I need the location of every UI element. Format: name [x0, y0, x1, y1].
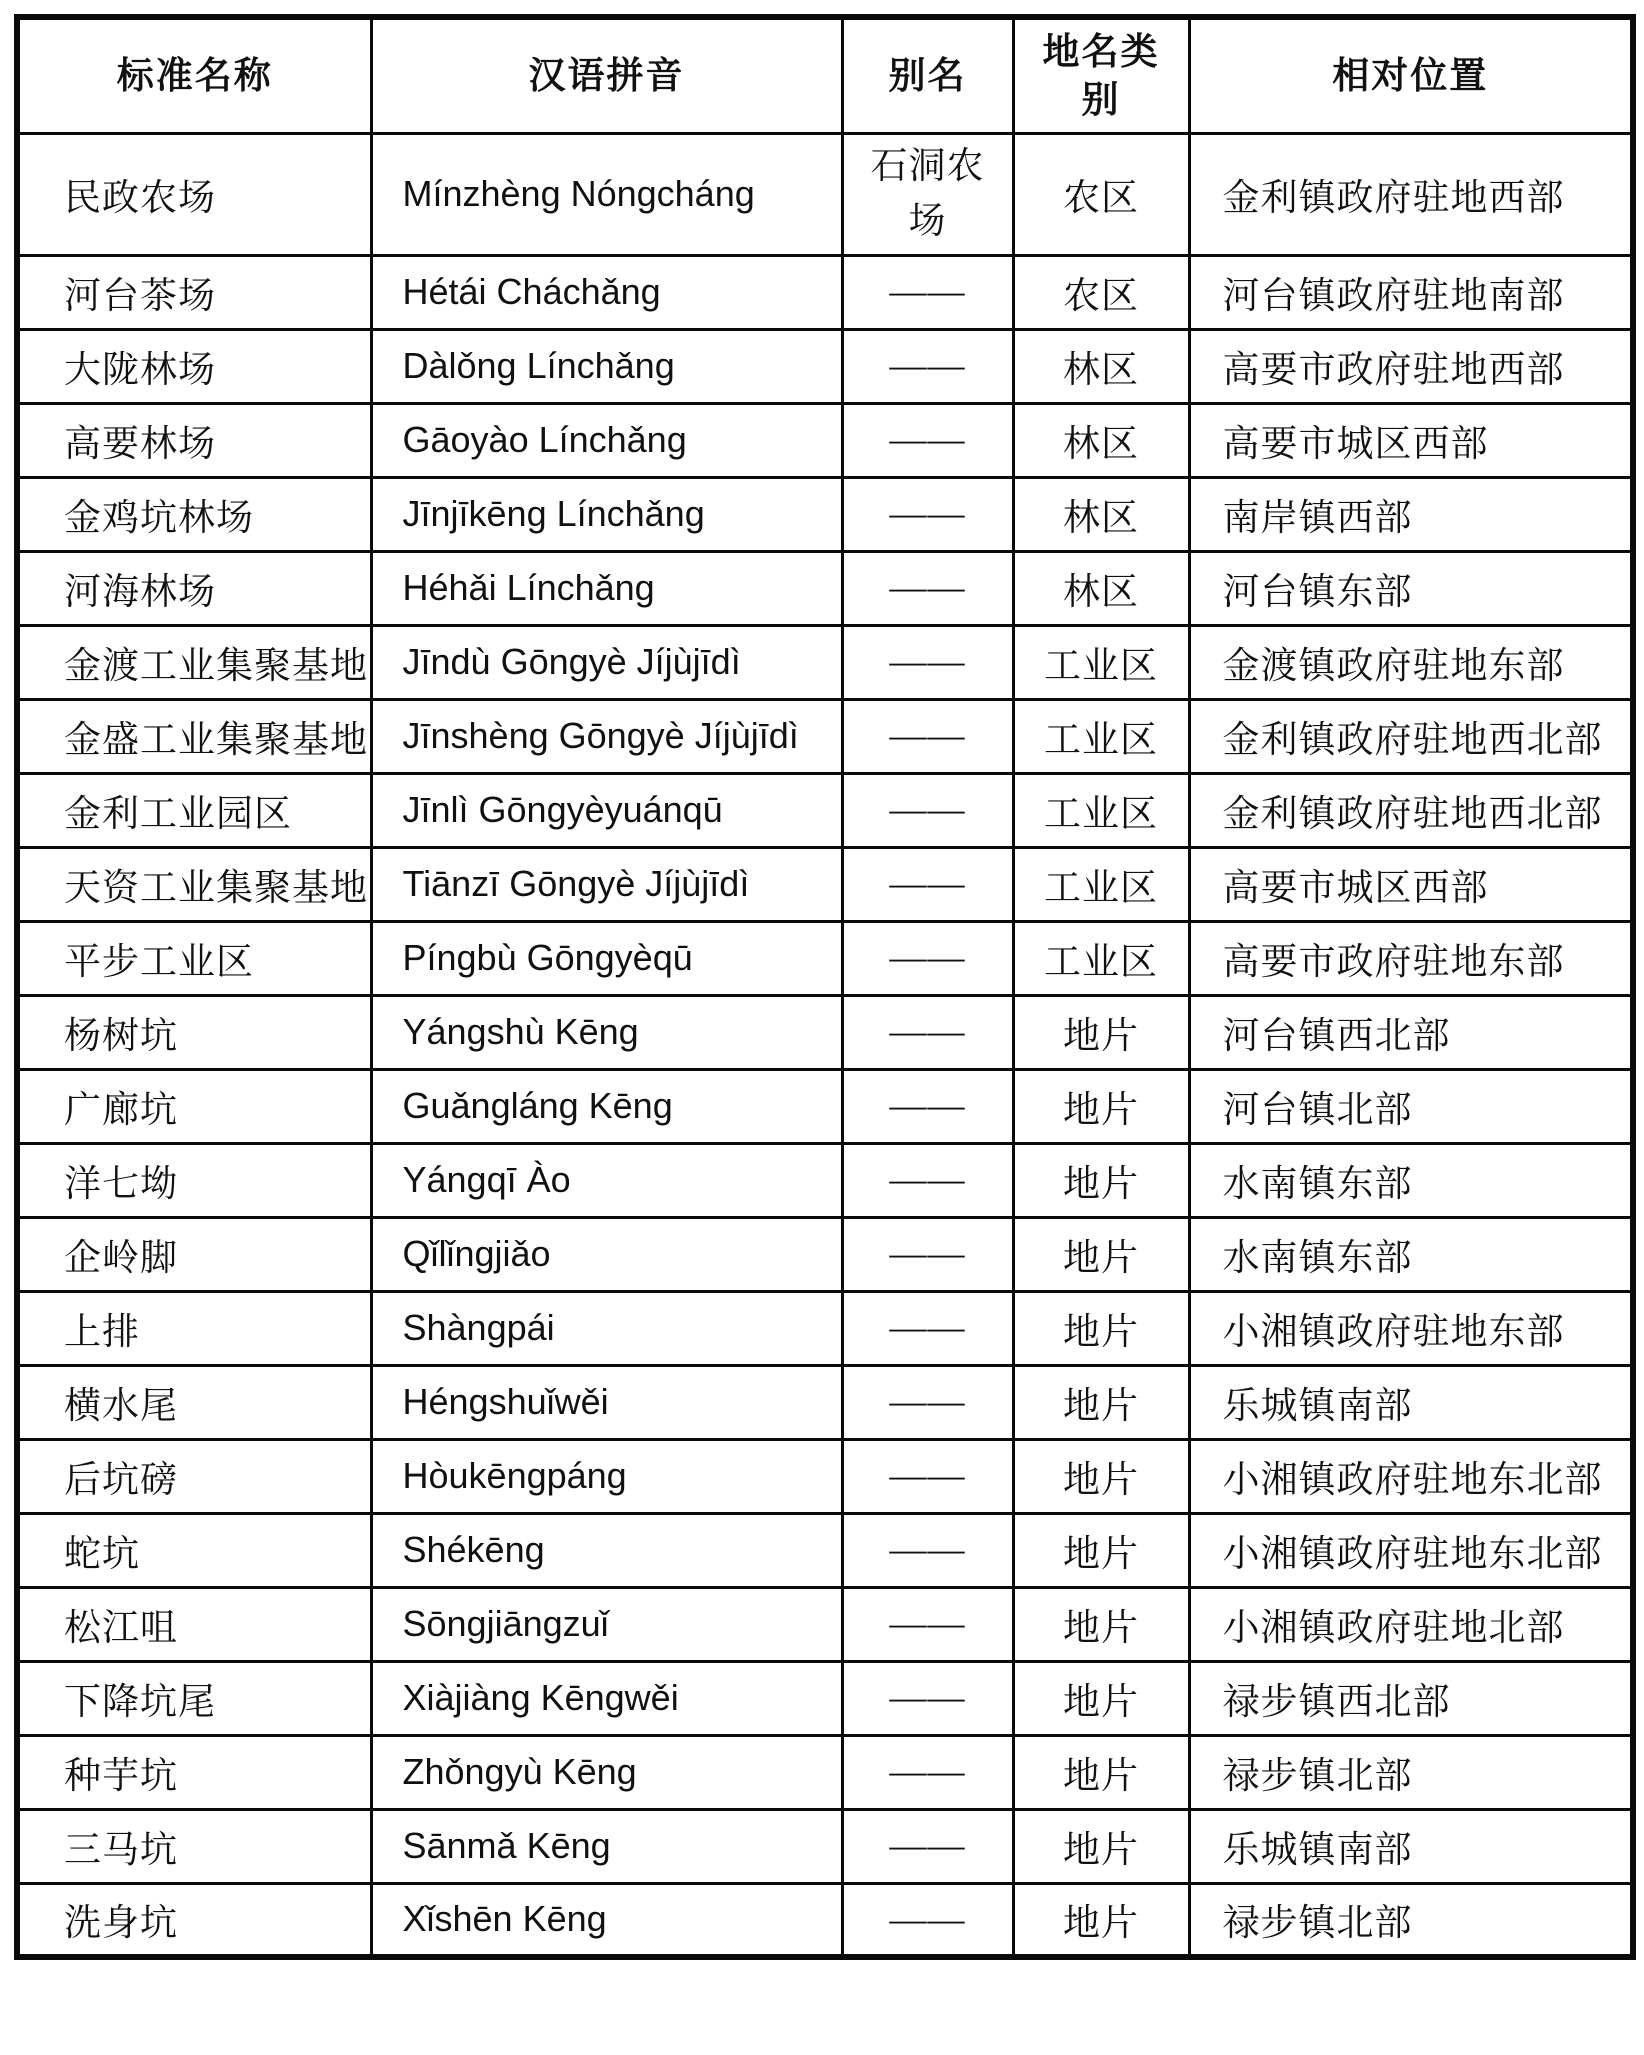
cell-category: 工业区: [1013, 699, 1189, 773]
table-row: [17, 1735, 1633, 1809]
cell-pinyin: Xǐshēn Kēng: [371, 1883, 842, 1957]
cell-position: 禄步镇西北部: [1189, 1661, 1633, 1735]
cell-category: 地片: [1013, 1661, 1189, 1735]
header-pinyin: 汉语拼音: [371, 17, 842, 133]
cell-position: 金利镇政府驻地西部: [1189, 133, 1633, 255]
cell-pinyin: Zhǒngyù Kēng: [371, 1735, 842, 1809]
cell-position: 金渡镇政府驻地东部: [1189, 625, 1633, 699]
cell-standard-name: 下降坑尾: [17, 1661, 371, 1735]
cell-pinyin: Gāoyào Línchǎng: [371, 403, 842, 477]
cell-standard-name: 广廊坑: [17, 1069, 371, 1143]
cell-position: 高要市城区西部: [1189, 847, 1633, 921]
table-row: [17, 1365, 1633, 1439]
cell-category: 地片: [1013, 1217, 1189, 1291]
cell-category: 地片: [1013, 995, 1189, 1069]
cell-pinyin: Guǎngláng Kēng: [371, 1069, 842, 1143]
cell-position: 金利镇政府驻地西北部: [1189, 773, 1633, 847]
cell-category: 农区: [1013, 255, 1189, 329]
cell-standard-name: 金渡工业集聚基地: [17, 625, 371, 699]
cell-pinyin: Sānmǎ Kēng: [371, 1809, 842, 1883]
cell-standard-name: 松江咀: [17, 1587, 371, 1661]
cell-position: 高要市政府驻地东部: [1189, 921, 1633, 995]
cell-standard-name: 洋七坳: [17, 1143, 371, 1217]
cell-alias: ——: [842, 1439, 1013, 1513]
cell-standard-name: 金盛工业集聚基地: [17, 699, 371, 773]
cell-pinyin: Shékēng: [371, 1513, 842, 1587]
cell-category: 地片: [1013, 1439, 1189, 1513]
cell-standard-name: 种芋坑: [17, 1735, 371, 1809]
cell-position: 乐城镇南部: [1189, 1809, 1633, 1883]
cell-category: 工业区: [1013, 921, 1189, 995]
cell-pinyin: Xiàjiàng Kēngwěi: [371, 1661, 842, 1735]
table-row: [17, 847, 1633, 921]
cell-category: 地片: [1013, 1069, 1189, 1143]
cell-position: 金利镇政府驻地西北部: [1189, 699, 1633, 773]
header-alias: 别名: [842, 17, 1013, 133]
cell-position: 乐城镇南部: [1189, 1365, 1633, 1439]
cell-pinyin: Mínzhèng Nóngcháng: [371, 133, 842, 255]
cell-position: 高要市城区西部: [1189, 403, 1633, 477]
table-row: [17, 1809, 1633, 1883]
cell-alias: ——: [842, 921, 1013, 995]
cell-pinyin: Héngshuǐwěi: [371, 1365, 842, 1439]
cell-standard-name: 天资工业集聚基地: [17, 847, 371, 921]
cell-alias: ——: [842, 329, 1013, 403]
table-row: [17, 1069, 1633, 1143]
cell-alias: ——: [842, 625, 1013, 699]
cell-standard-name: 大陇林场: [17, 329, 371, 403]
table-row: [17, 329, 1633, 403]
cell-position: 水南镇东部: [1189, 1217, 1633, 1291]
cell-position: 南岸镇西部: [1189, 477, 1633, 551]
table-row: [17, 699, 1633, 773]
cell-alias: ——: [842, 1883, 1013, 1957]
cell-category: 地片: [1013, 1513, 1189, 1587]
cell-category: 地片: [1013, 1143, 1189, 1217]
cell-pinyin: Hòukēngpáng: [371, 1439, 842, 1513]
cell-alias: ——: [842, 1365, 1013, 1439]
table-row: [17, 1883, 1633, 1957]
table-body: [17, 133, 1633, 1957]
table-row: [17, 995, 1633, 1069]
table-row: [17, 477, 1633, 551]
cell-category: 地片: [1013, 1735, 1189, 1809]
cell-category: 工业区: [1013, 773, 1189, 847]
cell-position: 河台镇西北部: [1189, 995, 1633, 1069]
cell-standard-name: 横水尾: [17, 1365, 371, 1439]
cell-position: 河台镇北部: [1189, 1069, 1633, 1143]
table-row: [17, 1291, 1633, 1365]
table-row: [17, 1587, 1633, 1661]
cell-alias: ——: [842, 1291, 1013, 1365]
cell-position: 禄步镇北部: [1189, 1883, 1633, 1957]
table-row: [17, 625, 1633, 699]
cell-alias: ——: [842, 995, 1013, 1069]
cell-category: 工业区: [1013, 847, 1189, 921]
cell-category: 林区: [1013, 403, 1189, 477]
cell-standard-name: 河台茶场: [17, 255, 371, 329]
table-row: [17, 551, 1633, 625]
cell-standard-name: 后坑磅: [17, 1439, 371, 1513]
cell-position: 河台镇东部: [1189, 551, 1633, 625]
cell-position: 水南镇东部: [1189, 1143, 1633, 1217]
cell-pinyin: Jīndù Gōngyè Jíjùjīdì: [371, 625, 842, 699]
cell-pinyin: Yángqī Ào: [371, 1143, 842, 1217]
cell-alias: ——: [842, 1661, 1013, 1735]
header-standard-name: 标准名称: [17, 17, 371, 133]
cell-standard-name: 河海林场: [17, 551, 371, 625]
place-names-table: [14, 14, 1636, 1960]
table-row: [17, 1143, 1633, 1217]
table-row: [17, 255, 1633, 329]
table-row: [17, 403, 1633, 477]
cell-alias: ——: [842, 403, 1013, 477]
table-row: [17, 773, 1633, 847]
cell-alias: ——: [842, 847, 1013, 921]
cell-pinyin: Hétái Cháchǎng: [371, 255, 842, 329]
cell-position: 小湘镇政府驻地东部: [1189, 1291, 1633, 1365]
cell-pinyin: Qǐlǐngjiǎo: [371, 1217, 842, 1291]
table-row: [17, 1661, 1633, 1735]
cell-category: 林区: [1013, 551, 1189, 625]
cell-category: 林区: [1013, 477, 1189, 551]
cell-standard-name: 企岭脚: [17, 1217, 371, 1291]
table-row: [17, 1217, 1633, 1291]
cell-category: 地片: [1013, 1365, 1189, 1439]
cell-alias: ——: [842, 1513, 1013, 1587]
cell-standard-name: 三马坑: [17, 1809, 371, 1883]
cell-position: 小湘镇政府驻地东北部: [1189, 1513, 1633, 1587]
cell-standard-name: 金利工业园区: [17, 773, 371, 847]
cell-position: 禄步镇北部: [1189, 1735, 1633, 1809]
cell-category: 地片: [1013, 1291, 1189, 1365]
cell-pinyin: Héhǎi Línchǎng: [371, 551, 842, 625]
cell-standard-name: 洗身坑: [17, 1883, 371, 1957]
cell-standard-name: 杨树坑: [17, 995, 371, 1069]
cell-alias: ——: [842, 1735, 1013, 1809]
cell-category: 工业区: [1013, 625, 1189, 699]
cell-alias: 石洞农场: [842, 133, 1013, 255]
cell-alias: ——: [842, 255, 1013, 329]
header-row: [17, 17, 1633, 133]
cell-alias: ——: [842, 1809, 1013, 1883]
cell-alias: ——: [842, 773, 1013, 847]
cell-category: 地片: [1013, 1883, 1189, 1957]
cell-pinyin: Sōngjiāngzuǐ: [371, 1587, 842, 1661]
cell-alias: ——: [842, 699, 1013, 773]
table-header: [17, 17, 1633, 133]
header-position: 相对位置: [1189, 17, 1633, 133]
cell-pinyin: Shàngpái: [371, 1291, 842, 1365]
cell-position: 小湘镇政府驻地北部: [1189, 1587, 1633, 1661]
cell-alias: ——: [842, 551, 1013, 625]
cell-alias: ——: [842, 1143, 1013, 1217]
cell-alias: ——: [842, 1587, 1013, 1661]
cell-standard-name: 上排: [17, 1291, 371, 1365]
cell-alias: ——: [842, 477, 1013, 551]
cell-category: 林区: [1013, 329, 1189, 403]
cell-category: 地片: [1013, 1809, 1189, 1883]
cell-pinyin: Píngbù Gōngyèqū: [371, 921, 842, 995]
cell-pinyin: Jīnjīkēng Línchǎng: [371, 477, 842, 551]
table-row: [17, 133, 1633, 255]
cell-pinyin: Tiānzī Gōngyè Jíjùjīdì: [371, 847, 842, 921]
table-row: [17, 1513, 1633, 1587]
cell-standard-name: 平步工业区: [17, 921, 371, 995]
cell-category: 地片: [1013, 1587, 1189, 1661]
cell-category: 农区: [1013, 133, 1189, 255]
cell-standard-name: 蛇坑: [17, 1513, 371, 1587]
cell-pinyin: Jīnlì Gōngyèyuánqū: [371, 773, 842, 847]
cell-position: 小湘镇政府驻地东北部: [1189, 1439, 1633, 1513]
cell-alias: ——: [842, 1217, 1013, 1291]
cell-pinyin: Yángshù Kēng: [371, 995, 842, 1069]
cell-position: 高要市政府驻地西部: [1189, 329, 1633, 403]
cell-standard-name: 高要林场: [17, 403, 371, 477]
cell-position: 河台镇政府驻地南部: [1189, 255, 1633, 329]
cell-alias: ——: [842, 1069, 1013, 1143]
header-category: 地名类别: [1013, 17, 1189, 133]
cell-pinyin: Jīnshèng Gōngyè Jíjùjīdì: [371, 699, 842, 773]
cell-standard-name: 金鸡坑林场: [17, 477, 371, 551]
cell-standard-name: 民政农场: [17, 133, 371, 255]
table-row: [17, 921, 1633, 995]
cell-pinyin: Dàlǒng Línchǎng: [371, 329, 842, 403]
table-row: [17, 1439, 1633, 1513]
